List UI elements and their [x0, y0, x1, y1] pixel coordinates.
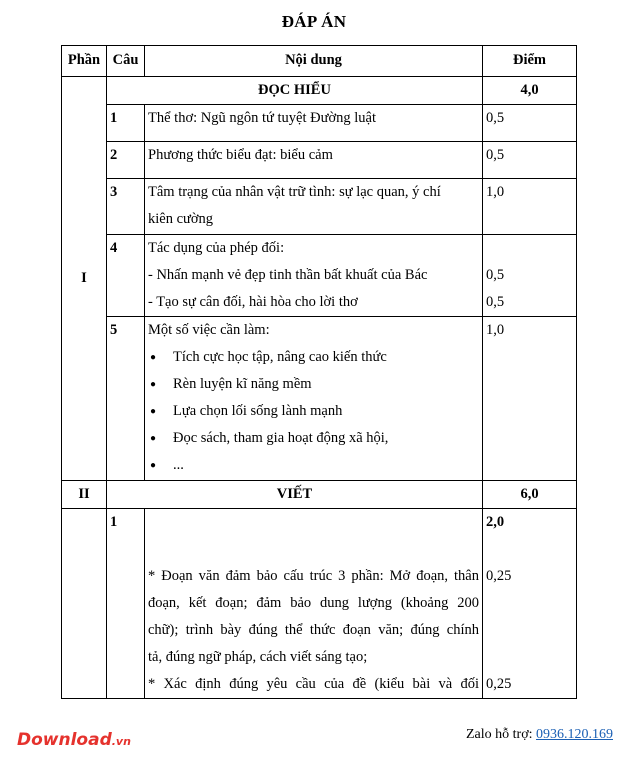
- section-title: ĐỌC HIỂU: [107, 77, 483, 105]
- content-line: tả, đúng ngữ pháp, cách viết sáng tạo;: [148, 649, 368, 665]
- bullet-list: [148, 344, 479, 479]
- header-question: Câu: [107, 46, 145, 77]
- section-score: 4,0: [483, 77, 577, 105]
- answer-score: [483, 235, 577, 317]
- support-contact: [466, 727, 613, 743]
- table-row: [62, 317, 577, 481]
- score-line: 0,25: [486, 568, 512, 584]
- table-row: [62, 179, 577, 235]
- list-item: ● Đọc sách, tham gia hoạt động xã hội,: [148, 425, 479, 452]
- list-item: ● Tích cực học tập, nâng cao kiến thức: [148, 344, 479, 371]
- question-number: 5: [107, 317, 145, 481]
- score-line: 0,5: [486, 267, 505, 283]
- content-line: đoạn, kết đoạn; đảm bảo dung lượng (khoảng 200: [148, 595, 479, 611]
- list-item: ● ...: [148, 452, 479, 479]
- header-row: [62, 46, 577, 77]
- answer-content: [145, 179, 483, 235]
- answer-content: Phương thức biểu đạt: biểu cảm: [145, 142, 483, 179]
- table-row: [62, 235, 577, 317]
- section-score: 6,0: [483, 481, 577, 509]
- support-phone-link[interactable]: 0936.120.169: [536, 727, 613, 742]
- answer-table: [61, 45, 577, 699]
- score-line: 2,0: [486, 514, 505, 530]
- content-line: Tâm trạng của nhân vật trữ tình: sự lạc quan, ý chí: [148, 184, 441, 200]
- question-number: 2: [107, 142, 145, 179]
- page-title: ĐÁP ÁN: [281, 12, 347, 31]
- part-number: I: [62, 77, 107, 481]
- part-number: II: [62, 481, 107, 509]
- section-row: [62, 77, 577, 105]
- logo-text: Download: [17, 730, 112, 750]
- answer-score: 1,0: [483, 179, 577, 235]
- list-item: ● Rèn luyện kĩ năng mềm: [148, 371, 479, 398]
- question-number: 4: [107, 235, 145, 317]
- logo-suffix: .vn: [111, 735, 131, 748]
- header-part: Phần: [62, 46, 107, 77]
- answer-score: [483, 509, 577, 699]
- answer-score: 0,5: [483, 142, 577, 179]
- content-line: * Xác định đúng yêu cầu của đề (kiểu bài và đối: [148, 676, 479, 692]
- download-logo[interactable]: [17, 730, 131, 750]
- question-number: 3: [107, 179, 145, 235]
- header-score: Điểm: [483, 46, 577, 77]
- answer-content: [145, 317, 483, 481]
- content-line: - Nhấn mạnh vẻ đẹp tinh thần bất khuất của Bác: [148, 267, 428, 283]
- question-number: 1: [107, 509, 145, 699]
- answer-content: [145, 509, 483, 699]
- question-number: 1: [107, 105, 145, 142]
- answer-content: Thể thơ: Ngũ ngôn tứ tuyệt Đường luật: [145, 105, 483, 142]
- table-row: [62, 509, 577, 699]
- list-item: ● Lựa chọn lối sống lành mạnh: [148, 398, 479, 425]
- section-row: [62, 481, 577, 509]
- answer-content: [145, 235, 483, 317]
- header-content: Nội dung: [145, 46, 483, 77]
- content-line: kiên cường: [148, 211, 214, 227]
- answer-score: 1,0: [483, 317, 577, 481]
- section-title: VIẾT: [107, 481, 483, 509]
- support-label: Zalo hỗ trợ:: [466, 727, 536, 742]
- content-line: chữ); trình bày đúng thể thức đoạn văn; đúng chính: [148, 622, 479, 638]
- content-line: Tác dụng của phép đối:: [148, 240, 285, 256]
- answer-score: 0,5: [483, 105, 577, 142]
- part-empty: [62, 509, 107, 699]
- table-row: [62, 105, 577, 142]
- table-row: [62, 142, 577, 179]
- content-line: - Tạo sự cân đối, hài hòa cho lời thơ: [148, 294, 358, 310]
- score-line: 0,25: [486, 676, 512, 692]
- content-line: Một số việc cần làm:: [148, 322, 270, 338]
- content-line: * Đoạn văn đảm bảo cấu trúc 3 phần: Mở đoạn, thân: [148, 568, 479, 584]
- score-line: 0,5: [486, 294, 505, 310]
